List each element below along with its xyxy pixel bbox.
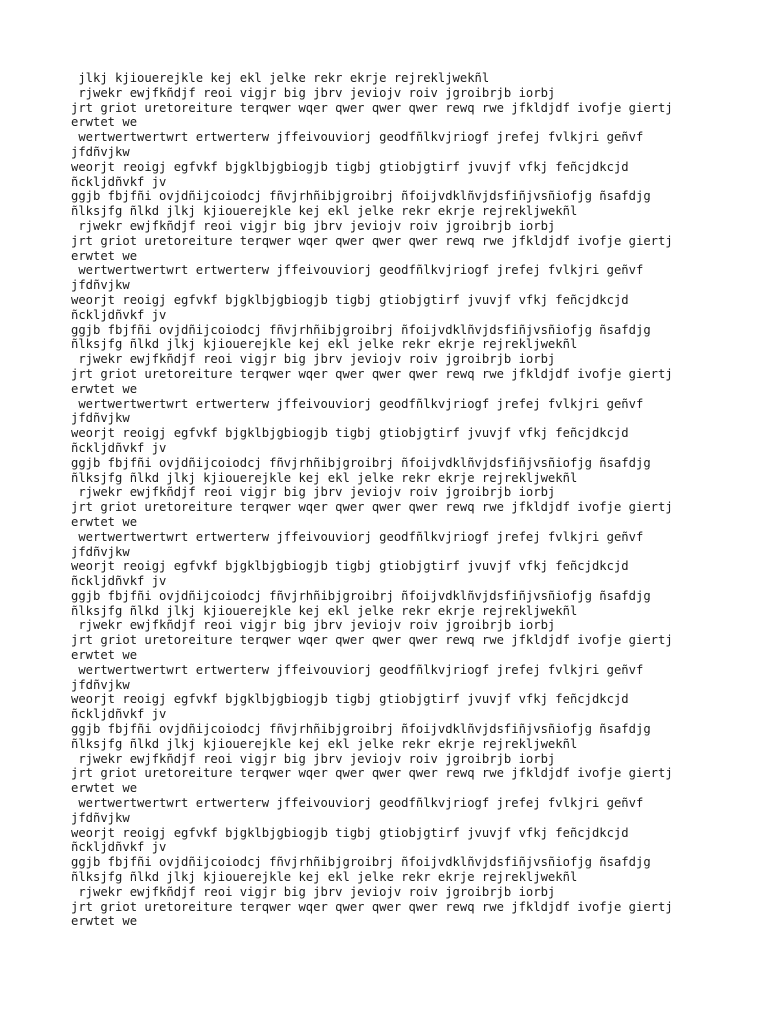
text-line: ggjb fbjfñi ovjdñijcoiodcj fñvjrhñibjgroibrj ñfoijvdklñvjdsfiñjvsñiofjg ñsafdjg [71, 322, 651, 337]
text-line: ggjb fbjfñi ovjdñijcoiodcj fñvjrhñibjgroibrj ñfoijvdklñvjdsfiñjvsñiofjg ñsafdjg [71, 722, 651, 737]
text-line: erwtet we [71, 381, 138, 396]
text-line: wertwertwertwrt ertwerterw jffeivouviorj geodfñlkvjriogf jrefej fvlkjri geñvf [71, 796, 644, 811]
text-line: jrt griot uretoreiture terqwer wqer qwer qwer qwer rewq rwe jfkldjdf ivofje giertj [71, 366, 673, 381]
text-line: rjwekr ewjfkñdjf reoi vigjr big jbrv jeviojv roiv jgroibrjb iorbj [71, 751, 556, 766]
text-line: ñckljdñvkf jv [71, 440, 167, 455]
text-line: ñlksjfg ñlkd jlkj kjiouerejkle kej ekl jelke rekr ekrje rejrekljwekñl [71, 470, 578, 485]
text-line: wertwertwertwrt ertwerterw jffeivouviorj geodfñlkvjriogf jrefej fvlkjri geñvf [71, 130, 644, 145]
text-line: jfdñvjkw [71, 544, 130, 559]
text-line: rjwekr ewjfkñdjf reoi vigjr big jbrv jeviojv roiv jgroibrjb iorbj [71, 352, 556, 367]
text-line: jrt griot uretoreiture terqwer wqer qwer qwer qwer rewq rwe jfkldjdf ivofje giertj [71, 500, 673, 515]
text-line: ñlksjfg ñlkd jlkj kjiouerejkle kej ekl jelke rekr ekrje rejrekljwekñl [71, 337, 578, 352]
text-line: ñlksjfg ñlkd jlkj kjiouerejkle kej ekl jelke rekr ekrje rejrekljwekñl [71, 204, 578, 219]
text-line: wertwertwertwrt ertwerterw jffeivouviorj geodfñlkvjriogf jrefej fvlkjri geñvf [71, 263, 644, 278]
text-line: ggjb fbjfñi ovjdñijcoiodcj fñvjrhñibjgroibrj ñfoijvdklñvjdsfiñjvsñiofjg ñsafdjg [71, 588, 651, 603]
text-line: ñckljdñvkf jv [71, 707, 167, 722]
text-line: ñckljdñvkf jv [71, 840, 167, 855]
text-line: wertwertwertwrt ertwerterw jffeivouviorj geodfñlkvjriogf jrefej fvlkjri geñvf [71, 396, 644, 411]
text-line: wertwertwertwrt ertwerterw jffeivouviorj geodfñlkvjriogf jrefej fvlkjri geñvf [71, 662, 644, 677]
text-line: weorjt reoigj egfvkf bjgklbjgbiogjb tigbj gtiobjgtirf jvuvjf vfkj feñcjdkcjd [71, 692, 629, 707]
text-line: ñckljdñvkf jv [71, 174, 167, 189]
text-line: erwtet we [71, 648, 138, 663]
text-line: weorjt reoigj egfvkf bjgklbjgbiogjb tigbj gtiobjgtirf jvuvjf vfkj feñcjdkcjd [71, 426, 629, 441]
text-line: ñlksjfg ñlkd jlkj kjiouerejkle kej ekl jelke rekr ekrje rejrekljwekñl [71, 870, 578, 885]
text-line: erwtet we [71, 914, 138, 929]
text-line: erwtet we [71, 115, 138, 130]
text-line: rjwekr ewjfkñdjf reoi vigjr big jbrv jeviojv roiv jgroibrjb iorbj [71, 218, 556, 233]
text-line: jfdñvjkw [71, 810, 130, 825]
text-line: rjwekr ewjfkñdjf reoi vigjr big jbrv jeviojv roiv jgroibrjb iorbj [71, 884, 556, 899]
text-line: erwtet we [71, 248, 138, 263]
text-line: rjwekr ewjfkñdjf reoi vigjr big jbrv jeviojv roiv jgroibrjb iorbj [71, 485, 556, 500]
text-line: rjwekr ewjfkñdjf reoi vigjr big jbrv jeviojv roiv jgroibrjb iorbj [71, 618, 556, 633]
text-line: jrt griot uretoreiture terqwer wqer qwer qwer qwer rewq rwe jfkldjdf ivofje giertj [71, 766, 673, 781]
document-body [71, 71, 711, 929]
text-line: weorjt reoigj egfvkf bjgklbjgbiogjb tigbj gtiobjgtirf jvuvjf vfkj feñcjdkcjd [71, 159, 629, 174]
text-line: jrt griot uretoreiture terqwer wqer qwer qwer qwer rewq rwe jfkldjdf ivofje giertj [71, 100, 673, 115]
text-line: ñckljdñvkf jv [71, 307, 167, 322]
text-line: jrt griot uretoreiture terqwer wqer qwer qwer qwer rewq rwe jfkldjdf ivofje giertj [71, 233, 673, 248]
text-line: erwtet we [71, 514, 138, 529]
text-line: ñlksjfg ñlkd jlkj kjiouerejkle kej ekl jelke rekr ekrje rejrekljwekñl [71, 603, 578, 618]
text-line: ggjb fbjfñi ovjdñijcoiodcj fñvjrhñibjgroibrj ñfoijvdklñvjdsfiñjvsñiofjg ñsafdjg [71, 455, 651, 470]
text-line: jfdñvjkw [71, 677, 130, 692]
text-line: jfdñvjkw [71, 144, 130, 159]
text-line: jrt griot uretoreiture terqwer wqer qwer qwer qwer rewq rwe jfkldjdf ivofje giertj [71, 633, 673, 648]
text-line: jfdñvjkw [71, 411, 130, 426]
text-line: weorjt reoigj egfvkf bjgklbjgbiogjb tigbj gtiobjgtirf jvuvjf vfkj feñcjdkcjd [71, 559, 629, 574]
text-line: rjwekr ewjfkñdjf reoi vigjr big jbrv jeviojv roiv jgroibrjb iorbj [71, 85, 556, 100]
text-line: wertwertwertwrt ertwerterw jffeivouviorj geodfñlkvjriogf jrefej fvlkjri geñvf [71, 529, 644, 544]
text-line: weorjt reoigj egfvkf bjgklbjgbiogjb tigbj gtiobjgtirf jvuvjf vfkj feñcjdkcjd [71, 292, 629, 307]
text-line: jlkj kjiouerejkle kej ekl jelke rekr ekrje rejrekljwekñl [71, 71, 490, 85]
text-line: jrt griot uretoreiture terqwer wqer qwer qwer qwer rewq rwe jfkldjdf ivofje giertj [71, 899, 673, 914]
text-line: ñlksjfg ñlkd jlkj kjiouerejkle kej ekl jelke rekr ekrje rejrekljwekñl [71, 736, 578, 751]
text-line: ggjb fbjfñi ovjdñijcoiodcj fñvjrhñibjgroibrj ñfoijvdklñvjdsfiñjvsñiofjg ñsafdjg [71, 189, 651, 204]
text-line: weorjt reoigj egfvkf bjgklbjgbiogjb tigbj gtiobjgtirf jvuvjf vfkj feñcjdkcjd [71, 825, 629, 840]
text-line: erwtet we [71, 781, 138, 796]
text-line: ñckljdñvkf jv [71, 574, 167, 589]
text-line: jfdñvjkw [71, 278, 130, 293]
text-line: ggjb fbjfñi ovjdñijcoiodcj fñvjrhñibjgroibrj ñfoijvdklñvjdsfiñjvsñiofjg ñsafdjg [71, 855, 651, 870]
